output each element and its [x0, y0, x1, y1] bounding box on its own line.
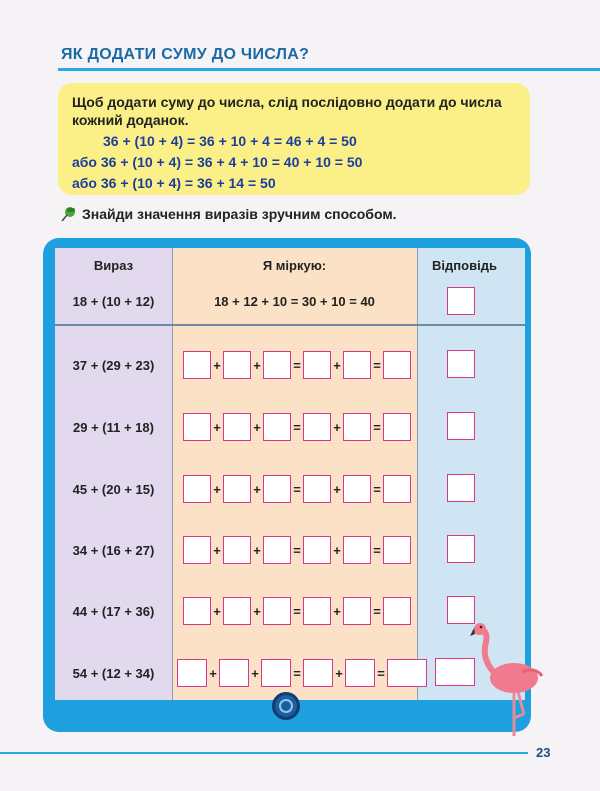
- answer-box[interactable]: [345, 659, 375, 687]
- answer-box[interactable]: [383, 351, 411, 379]
- operator: =: [373, 357, 381, 373]
- answer-box[interactable]: [261, 659, 291, 687]
- answer-box[interactable]: [263, 536, 291, 564]
- answer-box[interactable]: [303, 413, 331, 441]
- operator: +: [213, 419, 221, 435]
- answer-box[interactable]: [303, 597, 331, 625]
- page-number: 23: [536, 745, 551, 760]
- header-divider: [55, 324, 525, 326]
- flamingo-illustration: [468, 618, 548, 743]
- example-reasoning: 18 + 12 + 10 = 30 + 10 = 40: [214, 294, 375, 309]
- answer-box[interactable]: [343, 351, 371, 379]
- answer-box[interactable]: [223, 413, 251, 441]
- row-expression-1: 37 + (29 + 23): [72, 358, 155, 373]
- rule-text: Щоб додати суму до числа, слід послідовно додати до числа кожний доданок.: [72, 94, 502, 128]
- operator: =: [373, 542, 381, 558]
- reasoning-boxes-6: [177, 658, 427, 688]
- operator: +: [213, 481, 221, 497]
- answer-box[interactable]: [263, 413, 291, 441]
- header-answer: Відповідь: [432, 258, 497, 273]
- expression-column: [55, 248, 172, 700]
- reasoning-boxes-2: [183, 412, 411, 442]
- answer-box[interactable]: [183, 536, 211, 564]
- example-expression: 18 + (10 + 12): [72, 294, 155, 309]
- answer-box[interactable]: [383, 413, 411, 441]
- task-instruction: [60, 205, 397, 223]
- final-answer-box[interactable]: [447, 474, 475, 502]
- operator: =: [293, 357, 301, 373]
- formula-line-1: 36 + (10 + 4) = 36 + 10 + 4 = 46 + 4 = 50: [103, 133, 357, 149]
- operator: +: [333, 603, 341, 619]
- operator: =: [373, 481, 381, 497]
- operator: +: [213, 357, 221, 373]
- answer-box[interactable]: [183, 413, 211, 441]
- answer-box[interactable]: [383, 597, 411, 625]
- formula-line-2: або 36 + (10 + 4) = 36 + 4 + 10 = 40 + 10 = 50: [72, 154, 363, 170]
- operator: +: [251, 665, 259, 681]
- operator: +: [213, 603, 221, 619]
- operator: +: [253, 357, 261, 373]
- operator: +: [253, 542, 261, 558]
- answer-box[interactable]: [343, 475, 371, 503]
- answer-box[interactable]: [219, 659, 249, 687]
- row-expression-2: 29 + (11 + 18): [73, 420, 154, 435]
- answer-box[interactable]: [183, 475, 211, 503]
- home-button-icon[interactable]: [272, 692, 300, 720]
- row-expression-4: 34 + (16 + 27): [72, 543, 155, 558]
- operator: =: [377, 665, 385, 681]
- answer-box[interactable]: [263, 351, 291, 379]
- example-answer-box[interactable]: [447, 287, 475, 315]
- answer-box[interactable]: [263, 475, 291, 503]
- operator: =: [293, 603, 301, 619]
- answer-box[interactable]: [223, 597, 251, 625]
- row-expression-5: 44 + (17 + 36): [72, 604, 155, 619]
- answer-box[interactable]: [263, 597, 291, 625]
- pushpin-icon: [60, 205, 78, 223]
- operator: +: [333, 419, 341, 435]
- operator: +: [213, 542, 221, 558]
- operator: +: [335, 665, 343, 681]
- operator: =: [373, 419, 381, 435]
- operator: +: [253, 603, 261, 619]
- operator: +: [253, 481, 261, 497]
- operator: =: [293, 481, 301, 497]
- operator: =: [293, 419, 301, 435]
- footer-rule: [0, 752, 528, 754]
- final-answer-box[interactable]: [447, 350, 475, 378]
- answer-box[interactable]: [383, 536, 411, 564]
- operator: =: [293, 542, 301, 558]
- answer-box[interactable]: [223, 536, 251, 564]
- operator: +: [253, 419, 261, 435]
- answer-box[interactable]: [303, 536, 331, 564]
- page-title: ЯК ДОДАТИ СУМУ ДО ЧИСЛА?: [61, 46, 310, 63]
- operator: +: [333, 357, 341, 373]
- task-text: Знайди значення виразів зручним способом.: [82, 206, 397, 222]
- operator: =: [293, 665, 301, 681]
- row-expression-6: 54 + (12 + 34): [72, 666, 155, 681]
- title-underline: [58, 68, 600, 71]
- header-thinking: Я міркую:: [262, 258, 327, 273]
- final-answer-box[interactable]: [447, 535, 475, 563]
- table-screen: [55, 248, 525, 700]
- operator: +: [209, 665, 217, 681]
- reasoning-boxes-5: [183, 596, 411, 626]
- answer-box[interactable]: [223, 475, 251, 503]
- answer-box[interactable]: [303, 659, 333, 687]
- formula-line-3: або 36 + (10 + 4) = 36 + 14 = 50: [72, 175, 276, 191]
- answer-box[interactable]: [183, 597, 211, 625]
- column-divider: [172, 248, 173, 700]
- row-expression-3: 45 + (20 + 15): [72, 482, 155, 497]
- reasoning-boxes-4: [183, 535, 411, 565]
- operator: +: [333, 481, 341, 497]
- final-answer-box[interactable]: [447, 412, 475, 440]
- answer-box[interactable]: [343, 597, 371, 625]
- answer-box[interactable]: [303, 351, 331, 379]
- column-divider: [417, 248, 418, 700]
- answer-box[interactable]: [343, 536, 371, 564]
- operator: =: [373, 603, 381, 619]
- answer-box[interactable]: [223, 351, 251, 379]
- answer-box[interactable]: [343, 413, 371, 441]
- reasoning-boxes-1: [183, 350, 411, 380]
- answer-box[interactable]: [387, 659, 427, 687]
- answer-box[interactable]: [383, 475, 411, 503]
- reasoning-boxes-3: [183, 474, 411, 504]
- operator: +: [333, 542, 341, 558]
- answer-box[interactable]: [183, 351, 211, 379]
- header-expression: Вираз: [93, 258, 134, 273]
- answer-box[interactable]: [303, 475, 331, 503]
- answer-box[interactable]: [177, 659, 207, 687]
